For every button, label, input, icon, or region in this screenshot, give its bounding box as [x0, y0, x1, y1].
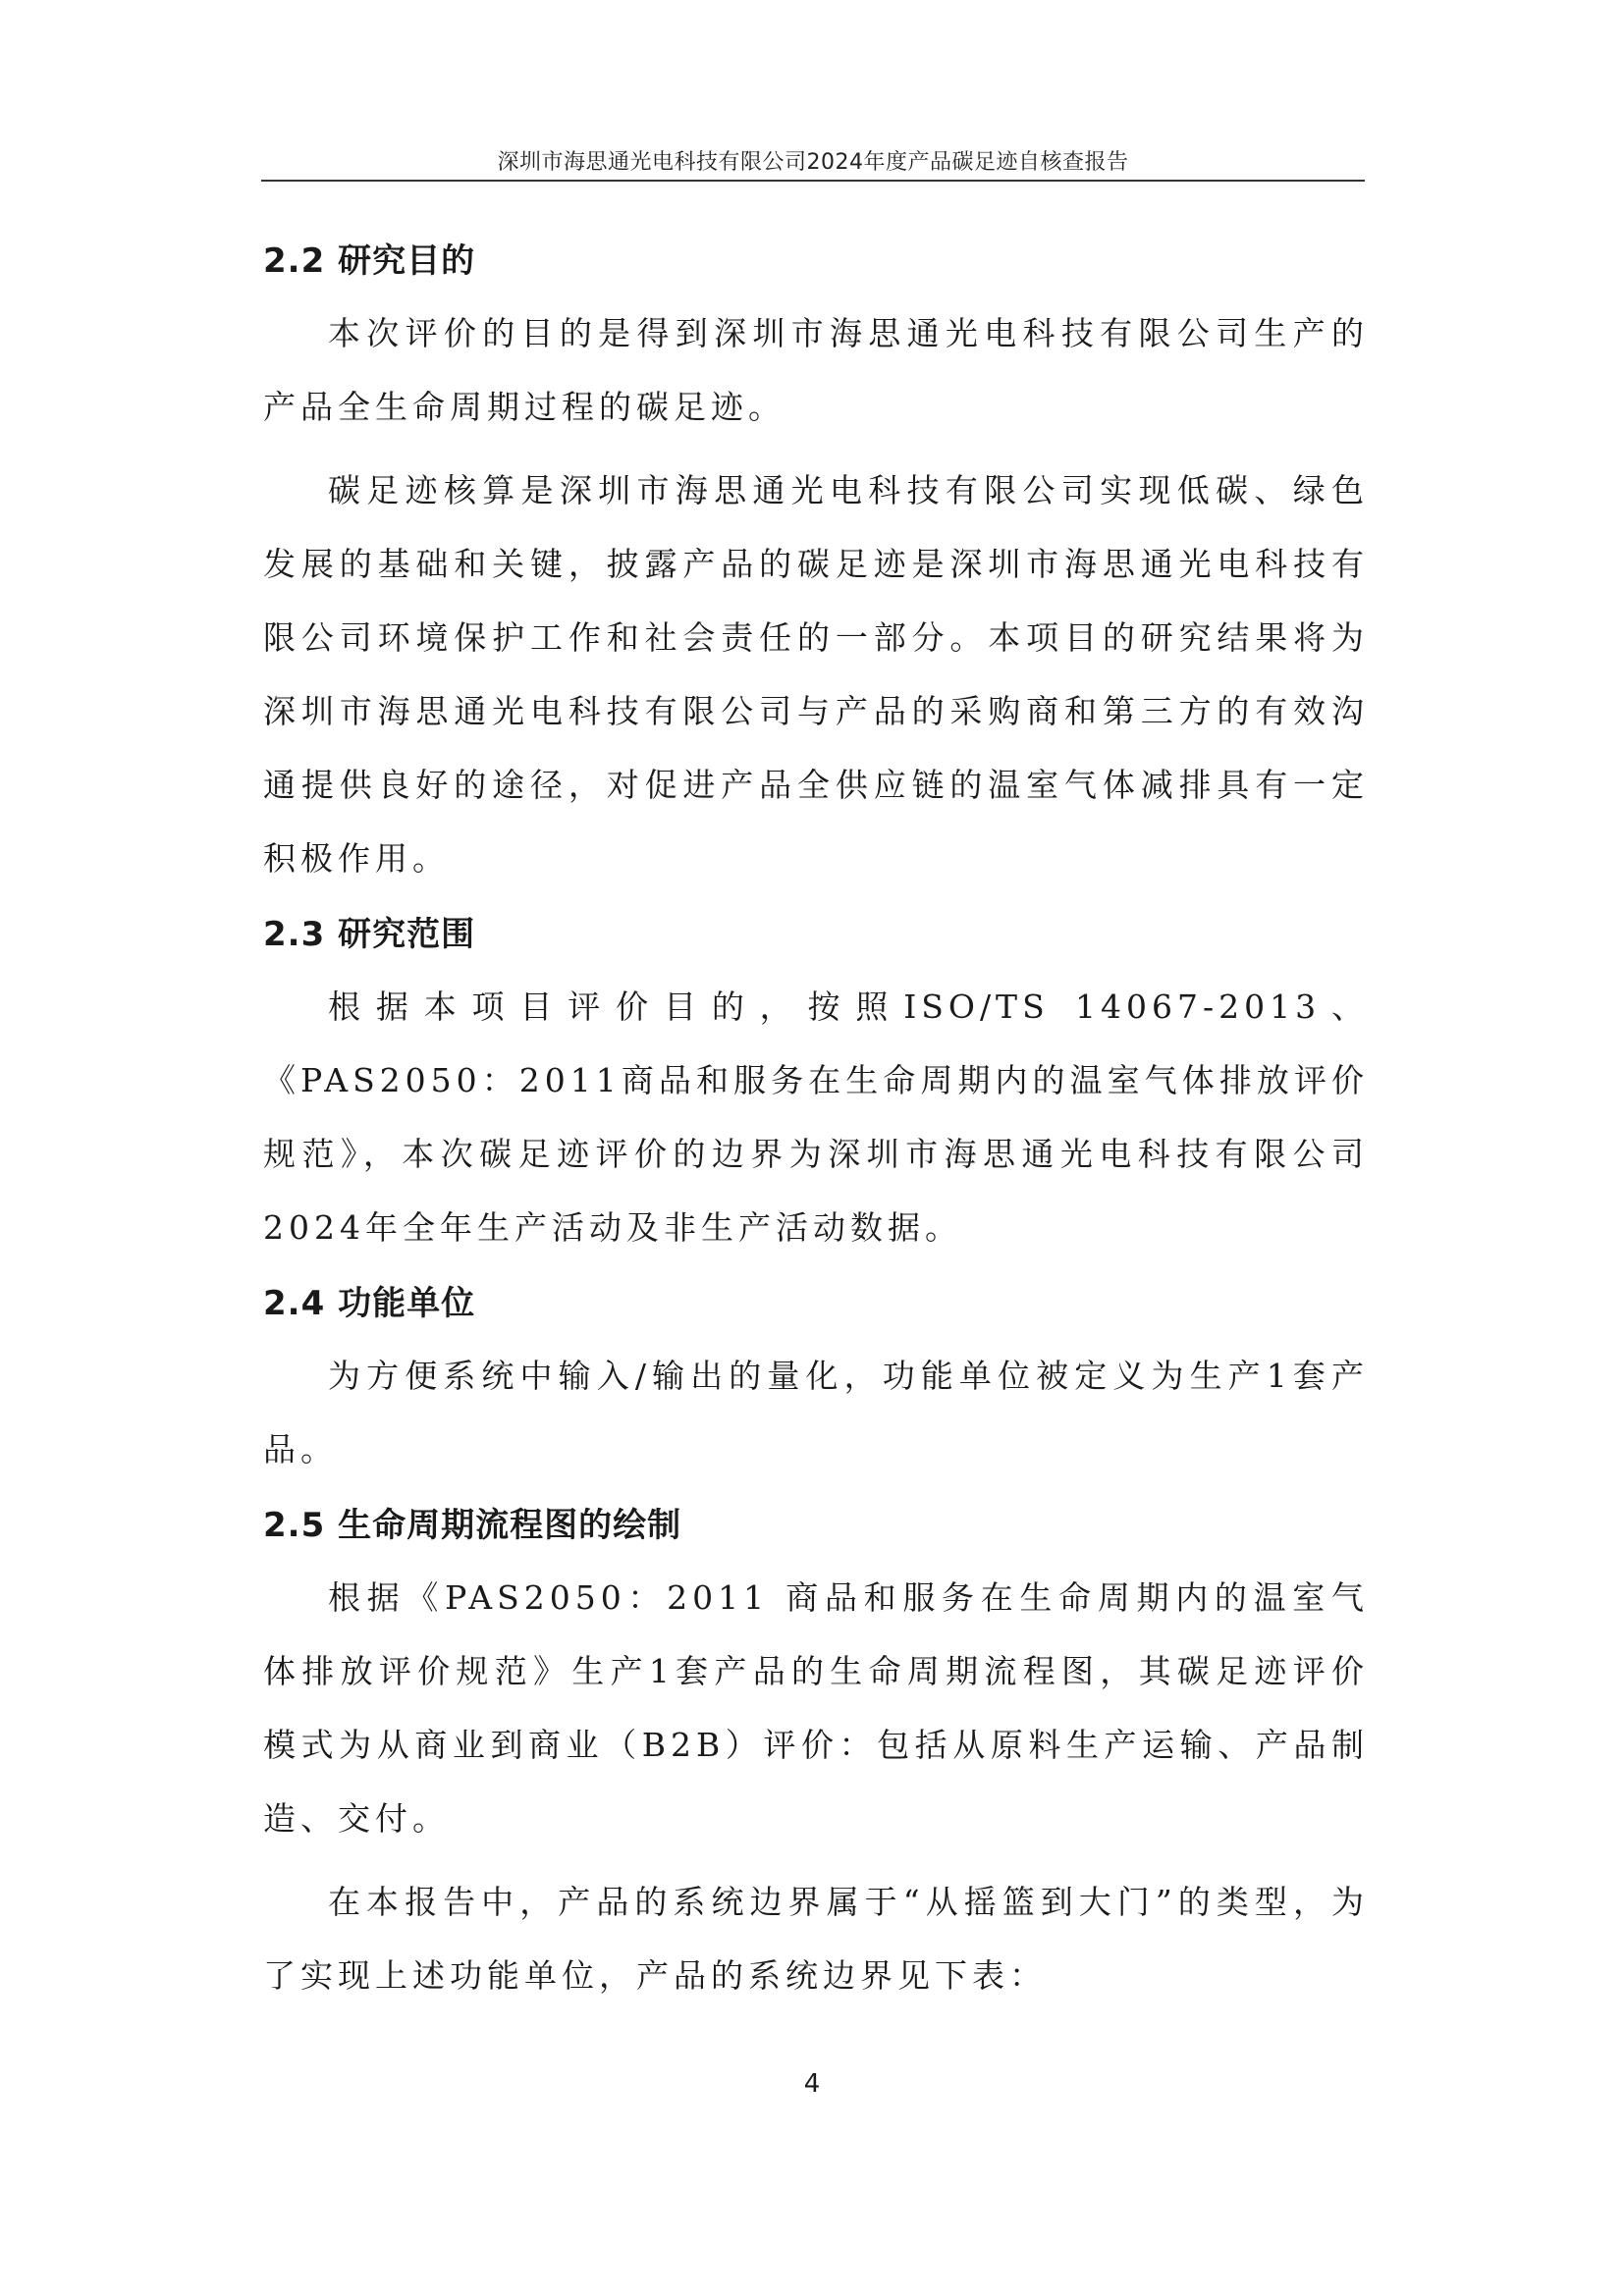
paragraph: 根据《PAS2050：2011 商品和服务在生命周期内的温室气体排放评价规范》生产1套产品的生命周期流程图，其碳足迹评价模式为从商业到商业（B2B）评价：包括从原料生产运输、产品制造、交付。 — [263, 1578, 1369, 1838]
paragraph: 为方便系统中输入/输出的量化，功能单位被定义为生产1套产品。 — [263, 1357, 1369, 1468]
section-research-scope — [263, 909, 1369, 1264]
paragraph: 碳足迹核算是深圳市海思通光电科技有限公司实现低碳、绿色发展的基础和关键，披露产品的碳足迹是深圳市海思通光电科技有限公司环境保护工作和社会责任的一部分。本项目的研究结果将为深圳市海思通光电科技有限公司与产品的采购商和第三方的有效沟通提供良好的途径，对促进产品全供应链的温室气体减排具有一定积极作用。 — [263, 471, 1369, 878]
running-header: 深圳市海思通光电科技有限公司2024年度产品碳足迹自核查报告 — [497, 150, 1129, 175]
section-heading: 2.2 研究目的 — [263, 241, 476, 281]
section-functional-unit — [263, 1278, 1369, 1486]
section-heading: 2.3 研究范围 — [263, 915, 476, 954]
paragraph: 根据本项目评价目的，按照ISO/TS 14067-2013、《PAS2050：2011商品和服务在生命周期内的温室气体排放评价规范》，本次碳足迹评价的边界为深圳市海思通光电科技有限公司2024年全年生产活动及非生产活动数据。 — [263, 988, 1369, 1247]
paragraph: 本次评价的目的是得到深圳市海思通光电科技有限公司生产的产品全生命周期过程的碳足迹。 — [263, 314, 1369, 426]
section-lifecycle-flowchart — [263, 1500, 1369, 2012]
page-number: 4 — [803, 2069, 821, 2099]
paragraph: 在本报告中，产品的系统边界属于“从摇篮到大门”的类型，为了实现上述功能单位，产品的系统边界见下表： — [263, 1883, 1369, 1995]
section-heading: 2.4 功能单位 — [263, 1284, 476, 1323]
section-research-purpose — [263, 236, 1369, 895]
document-body — [263, 236, 1369, 2026]
section-heading: 2.5 生命周期流程图的绘制 — [263, 1506, 682, 1545]
header-rule — [261, 180, 1365, 182]
